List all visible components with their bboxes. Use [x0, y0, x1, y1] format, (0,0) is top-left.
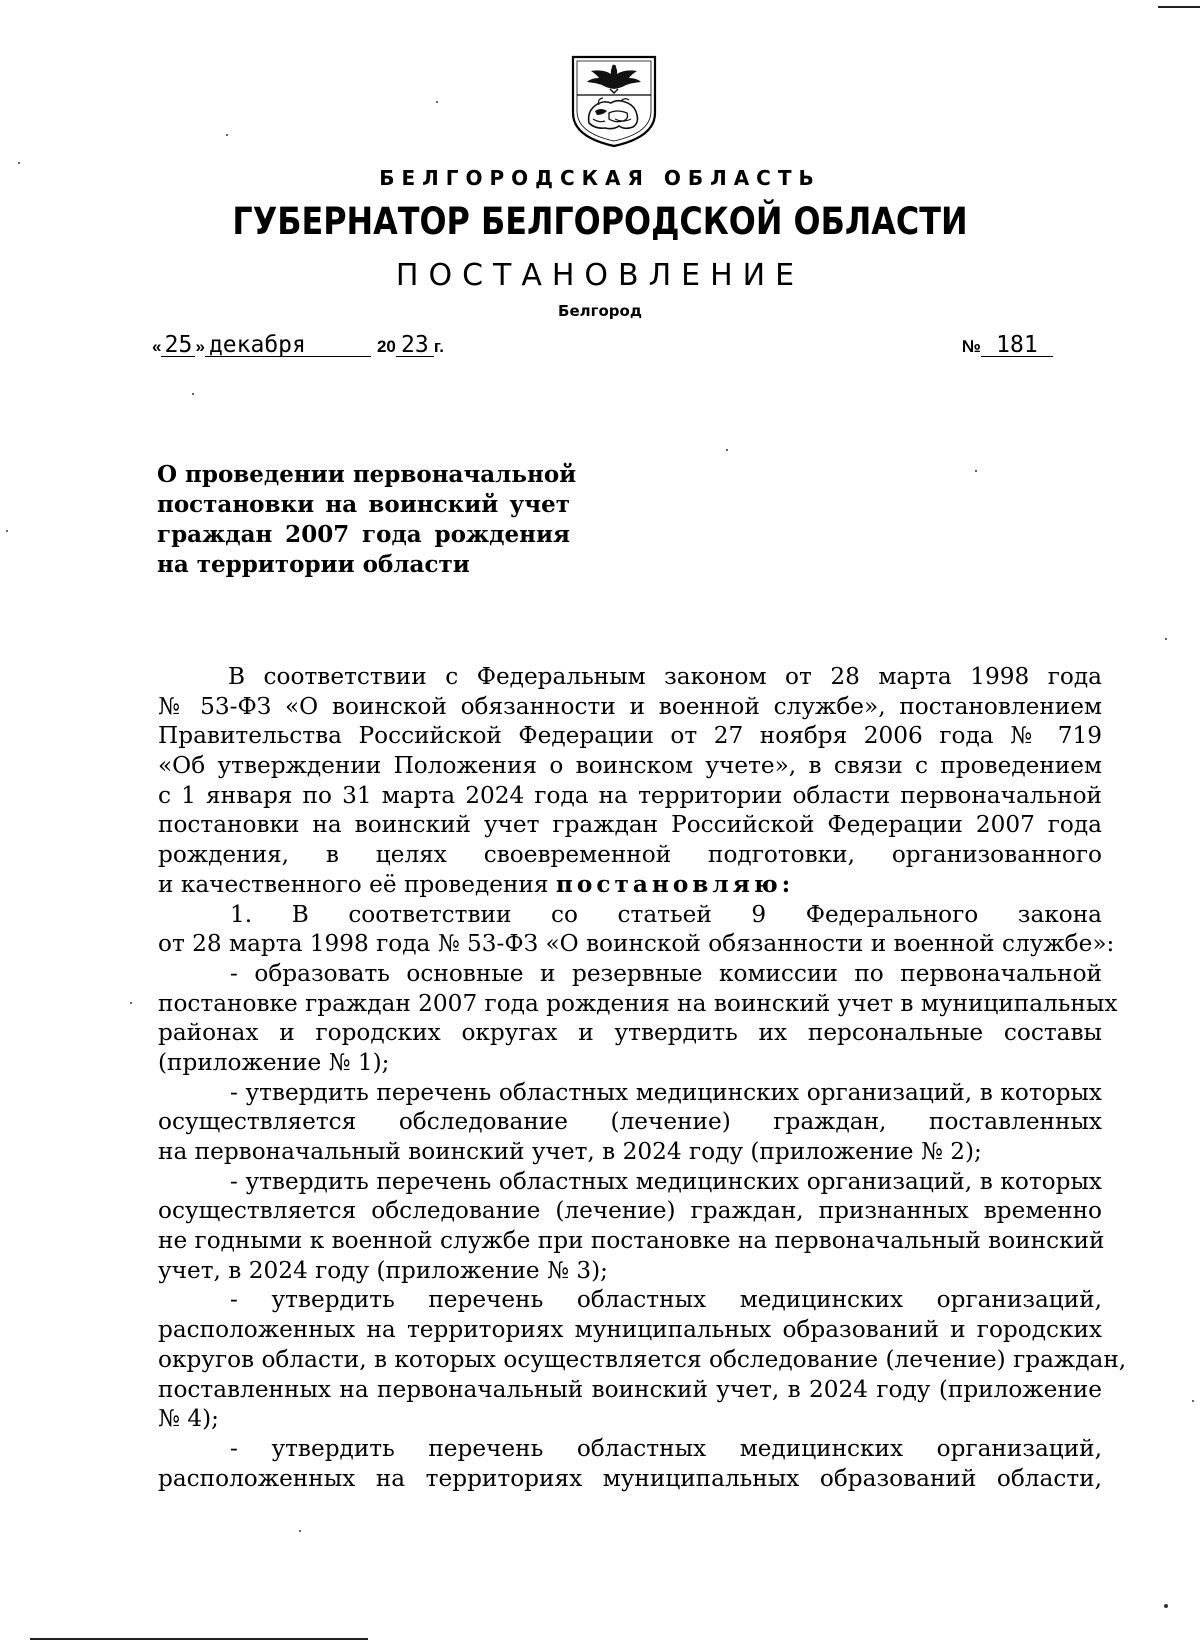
body-line: - утвердить перечень областных медицинских организаций, в которых [230, 1167, 1102, 1195]
body-line: № 4); [158, 1405, 219, 1433]
title-line: О проведении первоначальной [157, 461, 577, 488]
date-open-quote: « [152, 337, 162, 356]
document-number-field [962, 334, 1053, 360]
date-century: 20 [376, 337, 396, 356]
body-line: постановке граждан 2007 года рождения на воинский учет в муниципальных [158, 989, 1118, 1017]
body-line: постановки на воинский учет граждан Российской Федерации 2007 года [158, 811, 1102, 839]
document-number: 181 [981, 334, 1053, 357]
scan-speck [1192, 1400, 1194, 1402]
body-line: с 1 января по 31 марта 2024 года на территории области первоначальной [158, 781, 1102, 809]
body-line: расположенных на территориях муниципальных образований и городских [158, 1316, 1102, 1344]
body-line: - утвердить перечень областных медицинских организаций, [230, 1286, 1102, 1314]
date-close-quote: » [195, 337, 205, 356]
title-line: на территории области [157, 551, 470, 578]
number-label: № [962, 337, 981, 356]
scan-edge-mark [30, 1638, 368, 1640]
body-line: «Об утверждении Положения о воинском учете», в связи с проведением [158, 752, 1102, 780]
body-line: поставленных на первоначальный воинский учет, в 2024 году (приложение [158, 1375, 1102, 1403]
body-line: - утвердить перечень областных медицинских организаций, [230, 1434, 1102, 1462]
document-type-heading: ПОСТАНОВЛЕНИЕ [395, 258, 805, 293]
scan-speck [18, 162, 20, 164]
scan-speck [436, 101, 438, 103]
date-day: 25 [161, 334, 195, 357]
body-line: - утвердить перечень областных медицинских организаций, в которых [230, 1078, 1102, 1106]
scan-speck [6, 530, 8, 532]
region-heading: БЕЛГОРОДСКАЯ ОБЛАСТЬ [379, 166, 821, 190]
authority-heading: ГУБЕРНАТОР БЕЛГОРОДСКОЙ ОБЛАСТИ [232, 200, 968, 243]
title-line: постановки на воинский учет [157, 491, 570, 518]
document-title [157, 460, 577, 580]
city-label: Белгород [558, 302, 642, 320]
scan-speck [975, 470, 977, 472]
body-line: расположенных на территориях муниципальных образований области, [158, 1464, 1102, 1492]
body-line: учет, в 2024 году (приложение № 3); [158, 1256, 608, 1284]
title-line: граждан 2007 года рождения [157, 521, 570, 548]
body-line: на первоначальный воинский учет, в 2024 году (приложение № 2); [158, 1138, 982, 1165]
scan-speck [226, 134, 228, 136]
date-year-suffix: г. [433, 337, 444, 356]
body-line: не годными к военной службе при постановке на первоначальный воинский [158, 1227, 1105, 1255]
scan-edge-mark [1158, 6, 1200, 8]
body-line: - образовать основные и резервные комиссии по первоначальной [230, 959, 1102, 987]
coat-of-arms-emblem [569, 53, 659, 149]
scan-speck [192, 393, 194, 395]
scan-speck [1164, 1604, 1168, 1608]
body-line [158, 870, 1102, 900]
body-line: районах и городских округах и утвердить их персональные составы [158, 1019, 1102, 1047]
body-line: от 28 марта 1998 года № 53-ФЗ «О воинской обязанности и военной службе»: [158, 930, 1115, 958]
preamble-last-text: и качественного её проведения [158, 870, 549, 898]
body-line: 1. В соответствии со статьей 9 Федерального закона [230, 900, 1102, 928]
decree-keyword: постановляю: [555, 870, 795, 898]
scan-speck [130, 1002, 132, 1004]
body-line: рождения, в целях своевременной подготовки, организованного [158, 841, 1102, 869]
body-line: В соответствии с Федеральным законом от 28 марта 1998 года [228, 663, 1102, 690]
body-line: Правительства Российской Федерации от 27 ноября 2006 года № 719 [158, 722, 1102, 750]
body-line: осуществляется обследование (лечение) граждан, признанных временно [158, 1197, 1102, 1225]
body-line: № 53-ФЗ «О воинской обязанности и военной службе», постановлением [158, 692, 1102, 720]
document-body [158, 662, 1127, 1493]
date-field [152, 334, 444, 360]
body-line: (приложение № 1); [158, 1048, 390, 1076]
date-year: 23 [396, 334, 434, 357]
scan-speck [1165, 638, 1167, 640]
date-month: декабря [205, 334, 371, 357]
body-line: округов области, в которых осуществляется обследование (лечение) граждан, [158, 1345, 1127, 1373]
scan-speck [299, 1530, 301, 1532]
body-line: осуществляется обследование (лечение) граждан, поставленных [158, 1108, 1102, 1136]
scan-speck [726, 449, 728, 451]
